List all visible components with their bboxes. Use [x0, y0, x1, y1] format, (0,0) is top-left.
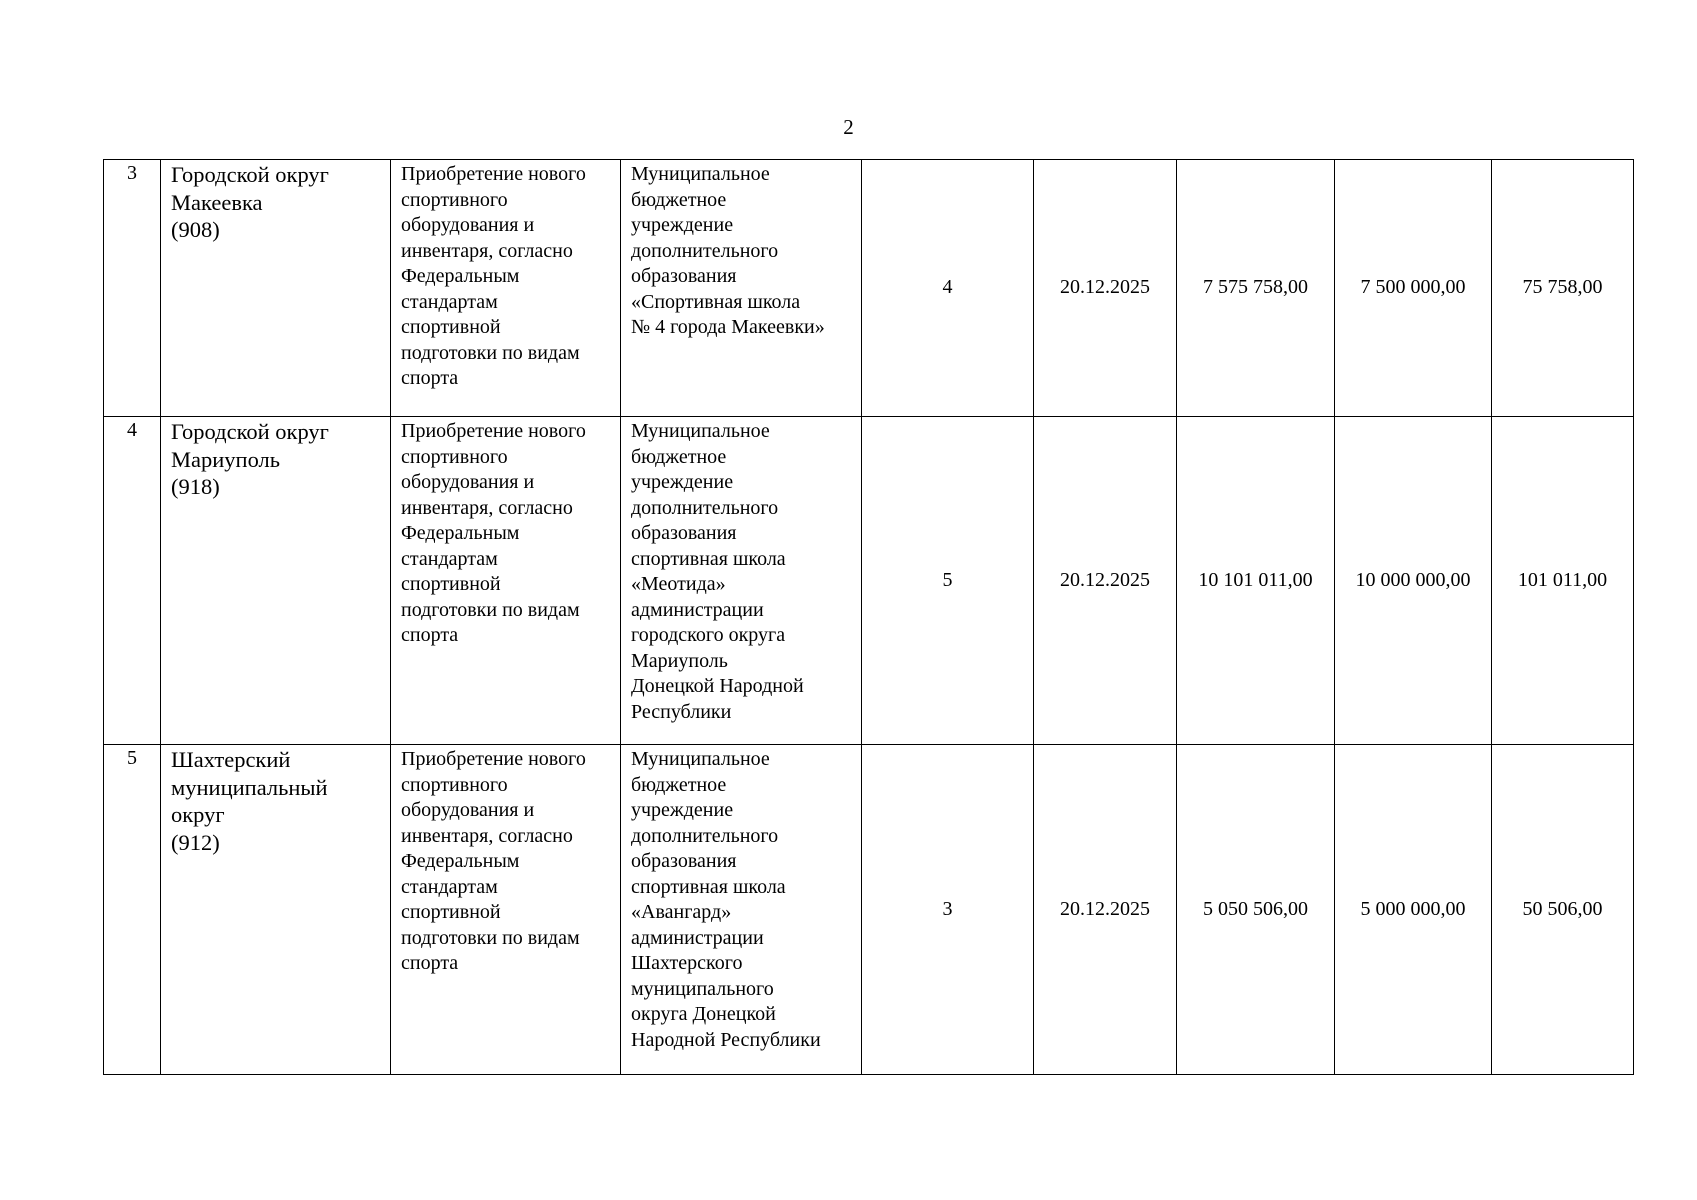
purpose-cell-line: спорта: [401, 624, 459, 646]
purpose-cell-line: Приобретение нового: [401, 748, 586, 770]
purpose-cell-line: инвентаря, согласно: [401, 496, 573, 519]
institution-cell-line: бюджетное: [631, 188, 727, 211]
amount-2-cell: 50 506,00: [1492, 745, 1634, 1075]
district-cell: [161, 745, 391, 1075]
row-number-cell: 3: [104, 160, 161, 417]
district-cell-line: (908): [171, 217, 220, 242]
date-cell: 20.12.2025: [1034, 160, 1177, 417]
institution-cell-line: Муниципальное: [631, 748, 770, 770]
institution-cell-line: Муниципальное: [631, 163, 770, 185]
table-row: [104, 160, 1634, 417]
purpose-cell-line: инвентаря, согласно: [401, 239, 573, 262]
page-number: 2: [843, 115, 854, 139]
district-cell: [161, 417, 391, 745]
institution-cell-line: муниципального: [631, 977, 774, 1000]
district-cell: [161, 160, 391, 417]
total-cell: 5 050 506,00: [1177, 745, 1335, 1075]
purpose-cell: [391, 160, 621, 417]
institution-cell-line: бюджетное: [631, 773, 727, 796]
purpose-cell-line: спортивной: [401, 573, 501, 595]
purpose-cell-line: подготовки по видам: [401, 598, 580, 621]
institution-cell-line: Шахтерского: [631, 952, 743, 974]
institution-cell-line: дополнительного: [631, 824, 779, 847]
date-cell: 20.12.2025: [1034, 417, 1177, 745]
table-row: [104, 745, 1634, 1075]
count-cell: 4: [862, 160, 1034, 417]
purpose-cell-line: спортивной: [401, 316, 501, 338]
purpose-cell-line: спортивного: [401, 773, 508, 796]
total-cell: 7 575 758,00: [1177, 160, 1335, 417]
institution-cell-line: образования: [631, 850, 737, 872]
institution-cell-line: городского округа: [631, 624, 786, 646]
purpose-cell-line: Приобретение нового: [401, 163, 586, 185]
table-body: [104, 160, 1634, 1075]
amount-1-cell: 5 000 000,00: [1335, 745, 1492, 1075]
purpose-cell-line: подготовки по видам: [401, 926, 580, 949]
district-cell-line: Мариуполь: [171, 446, 281, 472]
institution-cell-line: дополнительного: [631, 239, 779, 262]
purpose-cell-line: инвентаря, согласно: [401, 824, 573, 847]
institution-cell-line: учреждение: [631, 471, 734, 493]
purpose-cell-line: оборудования и: [401, 799, 535, 821]
institution-cell-line: Республики: [631, 700, 732, 723]
district-cell-line: (918): [171, 474, 220, 499]
count-cell: 3: [862, 745, 1034, 1075]
institution-cell-line: № 4 города Макеевки»: [631, 316, 825, 338]
total-cell: 10 101 011,00: [1177, 417, 1335, 745]
purpose-cell-line: спорта: [401, 952, 459, 974]
institution-cell-line: учреждение: [631, 799, 734, 821]
district-cell-line: муниципальный: [171, 774, 328, 800]
institution-cell: [621, 417, 862, 745]
purpose-cell-line: Приобретение нового: [401, 420, 586, 442]
institution-cell-line: администрации: [631, 598, 764, 621]
institution-cell: [621, 745, 862, 1075]
purpose-cell-line: оборудования и: [401, 471, 535, 493]
institution-cell-line: округа Донецкой: [631, 1003, 776, 1025]
purpose-cell-line: оборудования и: [401, 214, 535, 236]
purpose-cell-line: подготовки по видам: [401, 341, 580, 364]
institution-cell-line: Донецкой Народной: [631, 675, 804, 697]
purpose-cell: [391, 417, 621, 745]
district-cell-line: округ: [171, 802, 225, 827]
row-number-cell: 5: [104, 745, 161, 1075]
institution-cell-line: образования: [631, 265, 737, 287]
amount-1-cell: 7 500 000,00: [1335, 160, 1492, 417]
purpose-cell-line: стандартам: [401, 875, 498, 898]
purpose-cell-line: спортивного: [401, 445, 508, 468]
institution-cell-line: Мариуполь: [631, 649, 728, 672]
institution-cell-line: «Авангард»: [631, 901, 732, 923]
purpose-cell-line: стандартам: [401, 547, 498, 570]
district-cell-line: Шахтерский: [171, 747, 291, 772]
purpose-cell-line: спортивной: [401, 901, 501, 923]
district-cell-line: Макеевка: [171, 189, 263, 215]
district-cell-line: Городской округ: [171, 162, 329, 187]
district-cell-line: Городской округ: [171, 419, 329, 444]
table-row: [104, 417, 1634, 745]
row-number-cell: 4: [104, 417, 161, 745]
subsidy-table: [103, 159, 1634, 1075]
amount-2-cell: 75 758,00: [1492, 160, 1634, 417]
purpose-cell-line: спортивного: [401, 188, 508, 211]
institution-cell-line: дополнительного: [631, 496, 779, 519]
district-cell-line: (912): [171, 829, 220, 855]
purpose-cell-line: Федеральным: [401, 522, 520, 544]
institution-cell-line: бюджетное: [631, 445, 727, 468]
purpose-cell-line: Федеральным: [401, 850, 520, 872]
amount-1-cell: 10 000 000,00: [1335, 417, 1492, 745]
institution-cell-line: спортивная школа: [631, 875, 786, 898]
institution-cell-line: Муниципальное: [631, 420, 770, 442]
institution-cell-line: администрации: [631, 926, 764, 949]
purpose-cell: [391, 745, 621, 1075]
purpose-cell-line: стандартам: [401, 290, 498, 313]
institution-cell-line: спортивная школа: [631, 547, 786, 570]
institution-cell-line: «Меотида»: [631, 573, 726, 595]
purpose-cell-line: спорта: [401, 367, 459, 389]
count-cell: 5: [862, 417, 1034, 745]
institution-cell-line: учреждение: [631, 214, 734, 236]
institution-cell-line: Народной Республики: [631, 1028, 821, 1051]
institution-cell: [621, 160, 862, 417]
institution-cell-line: «Спортивная школа: [631, 290, 801, 313]
purpose-cell-line: Федеральным: [401, 265, 520, 287]
date-cell: 20.12.2025: [1034, 745, 1177, 1075]
institution-cell-line: образования: [631, 522, 737, 544]
amount-2-cell: 101 011,00: [1492, 417, 1634, 745]
